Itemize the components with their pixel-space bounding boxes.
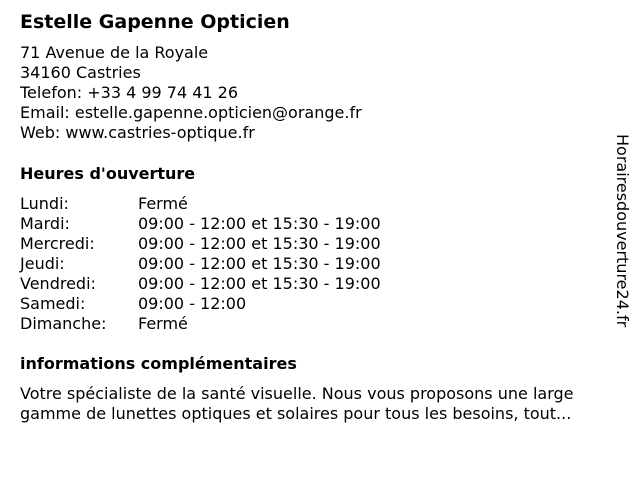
opening-hours-heading: Heures d'ouverture bbox=[20, 164, 196, 183]
day-label: Dimanche: bbox=[20, 314, 107, 333]
day-hours: 09:00 - 12:00 et 15:30 - 19:00 bbox=[138, 274, 381, 293]
day-hours: 09:00 - 12:00 et 15:30 - 19:00 bbox=[138, 234, 381, 253]
business-description: Votre spécialiste de la santé visuelle. Nous vous proposons une large gamme de lunettes optiques et solaires pour tous les besoins, tout... bbox=[20, 384, 574, 423]
phone-number: Telefon: +33 4 99 74 41 26 bbox=[20, 83, 239, 102]
day-label: Mercredi: bbox=[20, 234, 95, 253]
day-hours: 09:00 - 12:00 bbox=[138, 294, 247, 313]
website-url: Web: www.castries-optique.fr bbox=[20, 123, 255, 142]
business-name: Estelle Gapenne Opticien bbox=[20, 11, 290, 33]
watermark-text: Horairesdouverture24.fr bbox=[613, 134, 632, 328]
day-label: Vendredi: bbox=[20, 274, 96, 293]
additional-info-heading: informations complémentaires bbox=[20, 354, 297, 373]
day-label: Jeudi: bbox=[20, 254, 65, 273]
address-street: 71 Avenue de la Royale bbox=[20, 43, 209, 62]
day-hours: 09:00 - 12:00 et 15:30 - 19:00 bbox=[138, 214, 381, 233]
contact-block bbox=[20, 43, 362, 143]
day-hours: Fermé bbox=[138, 314, 188, 333]
day-hours: Fermé bbox=[138, 194, 188, 213]
day-label: Mardi: bbox=[20, 214, 70, 233]
address-city: 34160 Castries bbox=[20, 63, 141, 82]
email-address: Email: estelle.gapenne.opticien@orange.fr bbox=[20, 103, 362, 122]
day-hours: 09:00 - 12:00 et 15:30 - 19:00 bbox=[138, 254, 381, 273]
watermark bbox=[610, 134, 634, 344]
day-label: Samedi: bbox=[20, 294, 86, 313]
day-label: Lundi: bbox=[20, 194, 69, 213]
